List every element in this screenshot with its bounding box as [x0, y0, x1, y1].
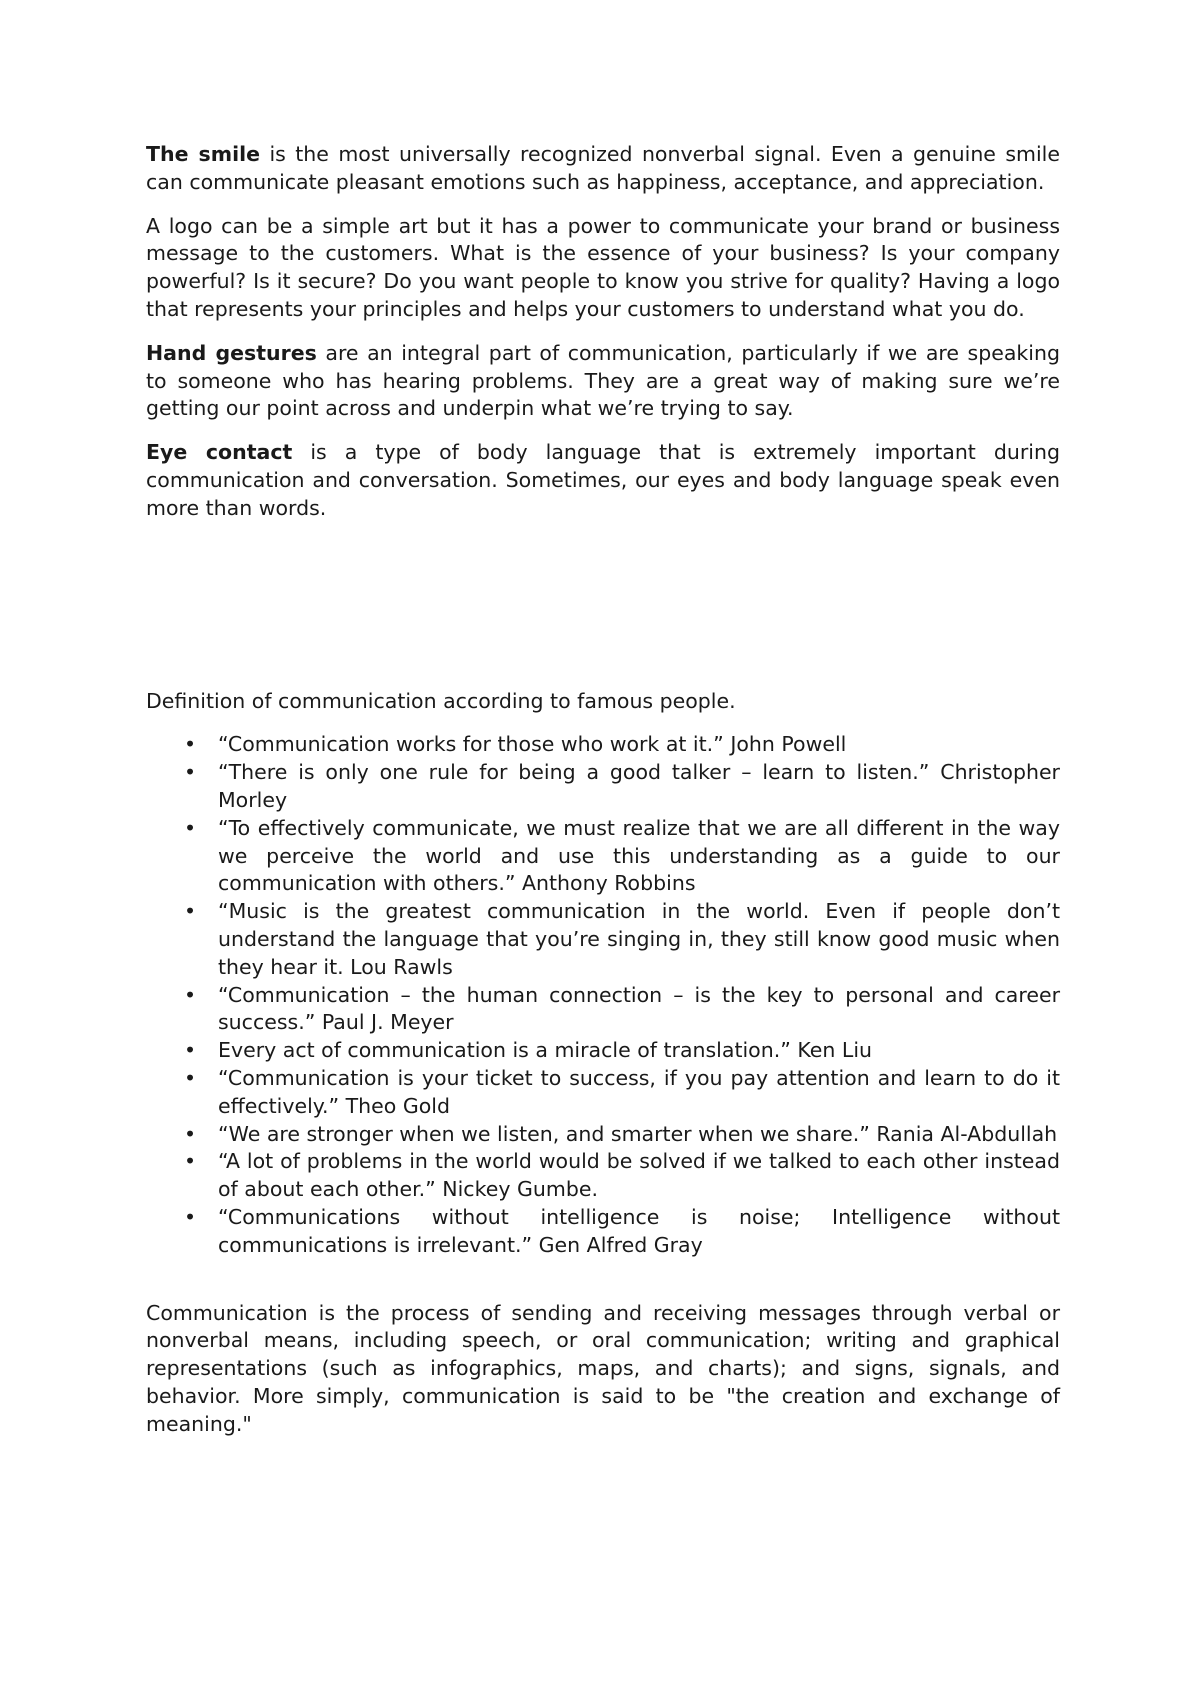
- list-item: [146, 731, 1060, 759]
- quote-text: Every act of communication is a miracle of translation.” Ken Liu: [218, 1038, 873, 1063]
- paragraph-eye-contact-text: is a type of body language that is extremely important during communication and conversation. Sometimes, our eyes and body language speak even more than words.: [146, 440, 1060, 520]
- term-smile: The smile: [146, 142, 261, 166]
- term-eye-contact: Eye contact: [146, 440, 293, 465]
- list-item: [146, 1121, 1060, 1149]
- quote-text: “Communications without intelligence is noise; Intelligence without communications is irrelevant.” Gen Alfred Gray: [218, 1204, 1060, 1257]
- bullet-icon: •: [184, 1204, 197, 1229]
- list-item: [146, 1204, 1060, 1260]
- quotes-intro: Definition of communication according to famous people.: [146, 688, 736, 713]
- document-page: [146, 141, 1060, 1454]
- quote-text: “A lot of problems in the world would be solved if we talked to each other instead of about each other.” Nickey Gumbe.: [218, 1149, 1060, 1202]
- bullet-icon: •: [184, 815, 197, 840]
- list-item: [146, 898, 1060, 981]
- quote-text: “There is only one rule for being a good talker – learn to listen.” Christopher Morley: [218, 760, 1060, 812]
- paragraph-logo-text: A logo can be a simple art but it has a power to communicate your brand or business message to the customers. What is the essence of your business? Is your company powerful? Is it secure? Do you want people to know you strive for quality? Having a logo that represents your principles and helps your customers to understand what you do.: [146, 213, 1060, 321]
- paragraph-smile: [146, 141, 1060, 197]
- list-item: [146, 1037, 1060, 1065]
- term-hand-gestures: Hand gestures: [146, 340, 317, 365]
- bullet-icon: •: [184, 732, 197, 757]
- paragraph-eye-contact: [146, 439, 1060, 522]
- paragraph-smile-text: is the most universally recognized nonverbal signal. Even a genuine smile can communicate pleasant emotions such as happiness, acceptance, and appreciation.: [146, 142, 1060, 194]
- quotes-list: [146, 731, 1060, 1259]
- quote-text: “Communication works for those who work at it.” John Powell: [218, 732, 847, 757]
- quote-text: “To effectively communicate, we must realize that we are all different in the way we perceive the world and use this understanding as a guide to our communication with others.” Anthony Robbins: [218, 815, 1060, 896]
- quote-text: “Music is the greatest communication in the world. Even if people don’t understand the language that you’re singing in, they still know good music when they hear it. Lou Rawls: [218, 899, 1060, 979]
- bullet-icon: •: [184, 760, 197, 785]
- closing-paragraph: Communication is the process of sending and receiving messages through verbal or nonverbal means, including speech, or oral communication; writing and graphical representations (such as infographics, maps, and charts); and signs, signals, and behavior. More simply, communication is said to be "the creation and exchange of meaning.": [146, 1300, 1060, 1436]
- bullet-icon: •: [184, 1038, 197, 1063]
- bullet-icon: •: [184, 899, 197, 924]
- bullet-icon: •: [184, 1149, 197, 1174]
- quote-text: “We are stronger when we listen, and smarter when we share.” Rania Al-Abdullah: [218, 1121, 1058, 1146]
- list-item: [146, 815, 1060, 898]
- list-item: [146, 982, 1060, 1038]
- quote-text: “Communication – the human connection – is the key to personal and career success.” Paul J. Meyer: [218, 982, 1060, 1035]
- bullet-icon: •: [184, 1065, 197, 1090]
- list-item: [146, 1148, 1060, 1204]
- paragraph-hand-gestures: [146, 340, 1060, 423]
- list-item: [146, 1065, 1060, 1121]
- bullet-icon: •: [184, 1121, 197, 1146]
- list-item: [146, 759, 1060, 815]
- bullet-icon: •: [184, 982, 197, 1007]
- quote-text: “Communication is your ticket to success, if you pay attention and learn to do it effectively.” Theo Gold: [218, 1065, 1060, 1118]
- paragraph-logo: [146, 213, 1060, 324]
- paragraph-hand-gestures-text: are an integral part of communication, particularly if we are speaking to someone who has hearing problems. They are a great way of making sure we’re getting our point across and underpin what we’re trying to say.: [146, 340, 1060, 421]
